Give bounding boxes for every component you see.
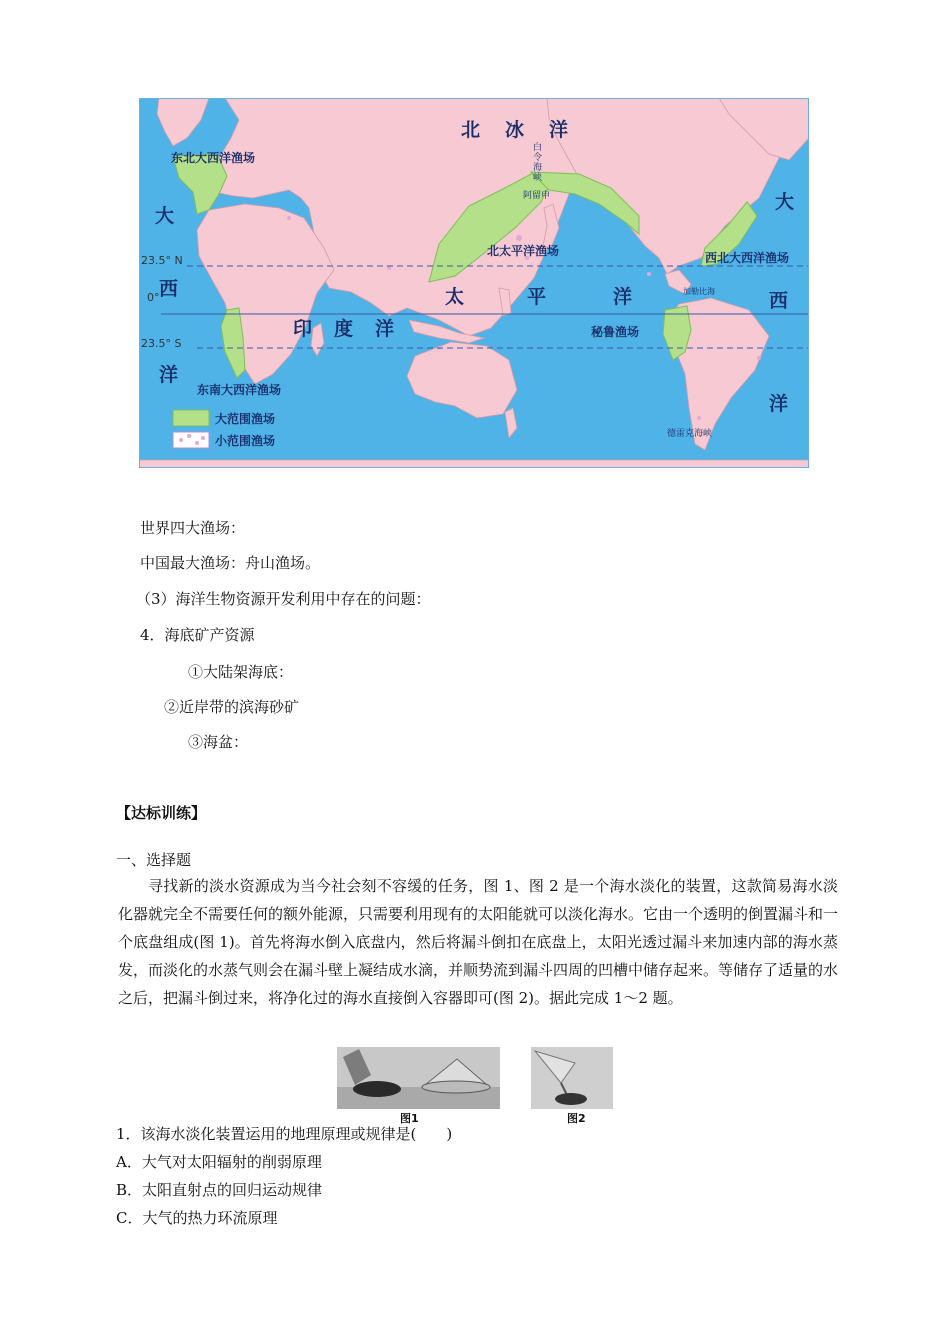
question-1: 1．该海水淡化装置运用的地理原理或规律是( )	[116, 1125, 453, 1143]
figure-1-photo	[337, 1047, 500, 1109]
peru-fishery-label: 秘鲁渔场	[591, 325, 640, 339]
ne-atlantic-fishery-label: 东北大西洋渔场	[171, 151, 256, 165]
drake-passage-label: 德雷克海峡	[667, 429, 713, 439]
bering-strait-label-3: 海	[533, 163, 543, 173]
legend-large-swatch	[173, 410, 209, 426]
arctic-ocean-label-2: 冰	[505, 119, 525, 141]
atlantic-left-label-1: 大	[155, 205, 175, 227]
legend-large-label: 大范围渔场	[215, 412, 276, 426]
indian-ocean-label-3: 洋	[375, 318, 395, 340]
mineral-item-3: ③海盆：	[188, 733, 249, 751]
legend-small-swatch	[173, 432, 209, 448]
figure-2-photo	[531, 1047, 613, 1109]
bering-strait-label-1: 白	[533, 143, 543, 153]
section-title: 一、选择题	[116, 851, 192, 869]
n-pacific-fishery-label: 北太平洋渔场	[487, 244, 560, 258]
question-passage: 寻找新的淡水资源成为当今社会刻不容缓的任务，图 1、图 2 是一个海水淡化的装置，这款简易海水淡化器就完全不需要任何的额外能源，只需要利用现有的太阳能就可以淡化海水。它由一个透明的倒置漏斗和一个底盘组成(图 1)。首先将海水倒入底盘内，然后将漏斗倒扣在底盘上，太阳光透过漏斗来加速内部的海水蒸发，而淡化的水蒸气则会在漏斗壁上凝结成水滴，并顺势流到漏斗四周的凹槽中储存起来。等储存了适量的水之后，把漏斗倒过来，将净化过的海水直接倒入容器即可(图 2)。据此完成 1～2 题。	[118, 877, 839, 1007]
mineral-item-2: ②近岸带的滨海砂矿	[164, 698, 300, 716]
figure-1-caption: 图1	[400, 1112, 419, 1125]
bering-strait-label-2: 令	[533, 153, 543, 163]
pacific-label-3: 洋	[613, 286, 633, 308]
aleutian-label: 阿留申	[523, 191, 551, 201]
mineral-item-1: ①大陆架海底：	[188, 663, 294, 681]
se-atlantic-fishery-label: 东南大西洋渔场	[197, 383, 282, 397]
bering-strait-label-4: 峡	[533, 173, 543, 183]
indian-ocean-label-1: 印	[293, 318, 313, 340]
indian-ocean-label-2: 度	[334, 318, 354, 340]
training-heading: 【达标训练】	[116, 804, 207, 822]
pacific-label-1: 太	[445, 286, 465, 308]
pacific-label-2: 平	[527, 286, 547, 308]
arctic-ocean-label-3: 洋	[549, 119, 569, 141]
figure-2-caption: 图2	[567, 1112, 586, 1125]
world-fisheries-map	[139, 98, 809, 468]
atlantic-right-label-3: 洋	[769, 393, 789, 415]
lat-label-south: 23.5° S	[141, 337, 182, 350]
four-fisheries-line: 世界四大渔场：	[140, 519, 246, 537]
atlantic-left-label-3: 洋	[159, 364, 179, 386]
lat-label-equator: 0°	[147, 291, 160, 304]
china-fishery-line: 中国最大渔场：舟山渔场。	[140, 554, 321, 572]
nw-atlantic-fishery-label: 西北大西洋渔场	[705, 251, 790, 265]
atlantic-right-label-1: 大	[775, 191, 795, 213]
legend-small-label: 小范围渔场	[215, 434, 276, 448]
option-a: A．大气对太阳辐射的削弱原理	[116, 1153, 322, 1171]
arctic-ocean-label-1: 北	[461, 119, 481, 141]
option-c: C．大气的热力环流原理	[116, 1209, 278, 1227]
lat-label-north: 23.5° N	[141, 254, 183, 267]
minerals-heading: 4．海底矿产资源	[140, 626, 255, 644]
atlantic-right-label-2: 西	[769, 290, 789, 312]
problems-line: （3）海洋生物资源开发利用中存在的问题：	[136, 590, 431, 608]
option-b: B．太阳直射点的回归运动规律	[116, 1181, 323, 1199]
caribbean-label: 加勒比海	[683, 287, 715, 296]
atlantic-left-label-2: 西	[159, 278, 179, 300]
